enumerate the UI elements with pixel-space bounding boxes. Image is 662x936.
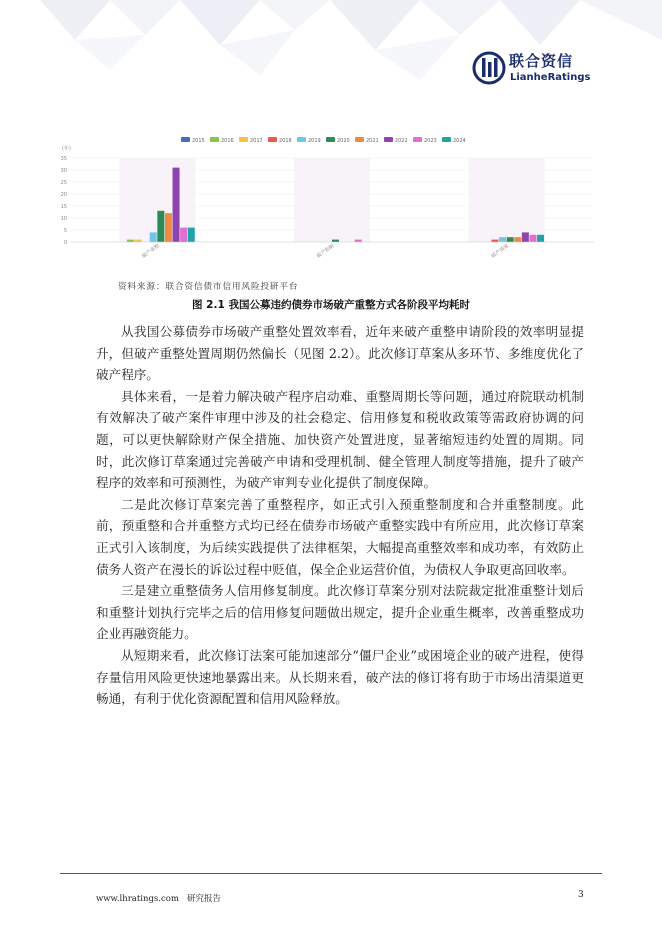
bar [514,237,521,242]
legend-swatch [297,137,306,142]
legend-label: 2019 [308,138,321,144]
footer-divider [60,873,602,874]
bar [135,240,142,242]
y-tick-label: 30 [60,167,67,174]
bar [355,240,362,242]
bar [157,211,164,242]
y-tick-label: 0 [63,239,67,246]
legend-swatch [384,137,393,142]
bar [537,235,544,242]
bar [522,232,529,242]
bar-chart [56,132,596,272]
legend-label: 2016 [221,138,234,144]
legend-label: 2023 [424,138,437,144]
x-tick-label: 破产重整 [141,243,161,260]
legend-swatch [210,137,219,142]
bar [529,235,536,242]
legend-label: 2020 [337,138,350,144]
legend-label: 2024 [453,138,466,144]
figure-caption: 图 2.1 我国公募违约债券市场破产重整方式各阶段平均耗时 [192,299,470,311]
legend-label: 2017 [250,138,263,144]
paragraph: 从短期来看，此次修订法案可能加速部分“僵尸企业”或困境企业的破产进程，使得存量信用风险更快速地暴露出来。从长期来看，破产法的修订将有助于市场出清渠道更畅通，有利于优化资源配置和信用风险释放。 [96,647,584,707]
bar [188,228,195,242]
paragraph: 二是此次修订草案完善了重整程序，如正式引入预重整制度和合并重整制度。此前，预重整和合并重整方式均已经在债券市场破产重整实践中有所应用，此次修订草案正式引入该制度，为后续实践提供了法律框架，大幅提高重整效率和成功率，有效防止债务人资产在漫长的诉讼过程中贬值，保全企业运营价值，为债权人争取更高回收率。 [96,496,584,577]
paragraph: 具体来看，一是着力解决破产程序启动难、重整周期长等问题，通过府院联动机制有效解决了破产案件审理中涉及的社会稳定、信用修复和税收政策等需政府协调的问题，可以更快解除财产保全措施、加快资产处置进度，显著缩短违约处置的周期。同时，此次修订草案通过完善破产申请和受理机制、健全管理人制度等措施，提升了破产程序的效率和可预测性，为破产审判专业化提供了制度保障。 [96,388,584,491]
bar [499,237,506,242]
y-tick-label: 5 [63,227,67,234]
category-highlight [294,158,370,242]
legend-swatch [326,137,335,142]
legend-swatch [268,137,277,142]
category-highlight [469,158,545,242]
x-tick-label: 破产和解 [315,243,336,260]
paragraph: 三是建立重整债务人信用修复制度。此次修订草案分别对法院裁定批准重整计划后和重整计划执行完毕之后的信用修复问题做出规定，提升企业重生概率，改善重整成功企业再融资能力。 [96,583,584,642]
chart-source: 资料来源：联合资信债市信用风险投研平台 [118,282,299,292]
legend-label: 2021 [366,138,379,144]
y-tick-label: 10 [60,215,67,222]
bar [150,232,157,242]
x-tick-label: 破产清算 [490,243,511,260]
legend-swatch [413,137,422,142]
bar [180,228,187,242]
y-tick-label: 35 [60,155,67,162]
legend-swatch [442,137,451,142]
body-text [96,321,584,710]
legend-swatch [181,137,190,142]
legend-label: 2018 [279,138,292,144]
bar [507,237,514,242]
y-tick-label: 25 [60,179,67,186]
legend-swatch [355,137,364,142]
bar [165,213,172,242]
bar [127,240,134,242]
bar [173,168,180,242]
logo-name-en: LianheRatings [510,72,591,83]
y-tick-label: 20 [60,191,67,198]
bar [332,240,339,242]
legend-label: 2022 [395,138,408,144]
y-tick-label: 15 [60,203,67,210]
paragraph: 从我国公募债券市场破产重整处置效率看，近年来破产重整申请阶段的效率明显提升，但破产重整处置周期仍然偏长（见图 2.2）。此次修订草案从多环节、多维度优化了破产程序。 [96,324,584,383]
page-number: 3 [578,890,584,900]
y-unit-label: (年) [62,146,71,152]
bar [491,240,498,242]
legend-swatch [239,137,248,142]
logo-name-cn: 联合资信 [509,52,574,70]
footer-site: www.lhratings.com 研究报告 [96,894,222,904]
legend-label: 2015 [192,138,205,144]
